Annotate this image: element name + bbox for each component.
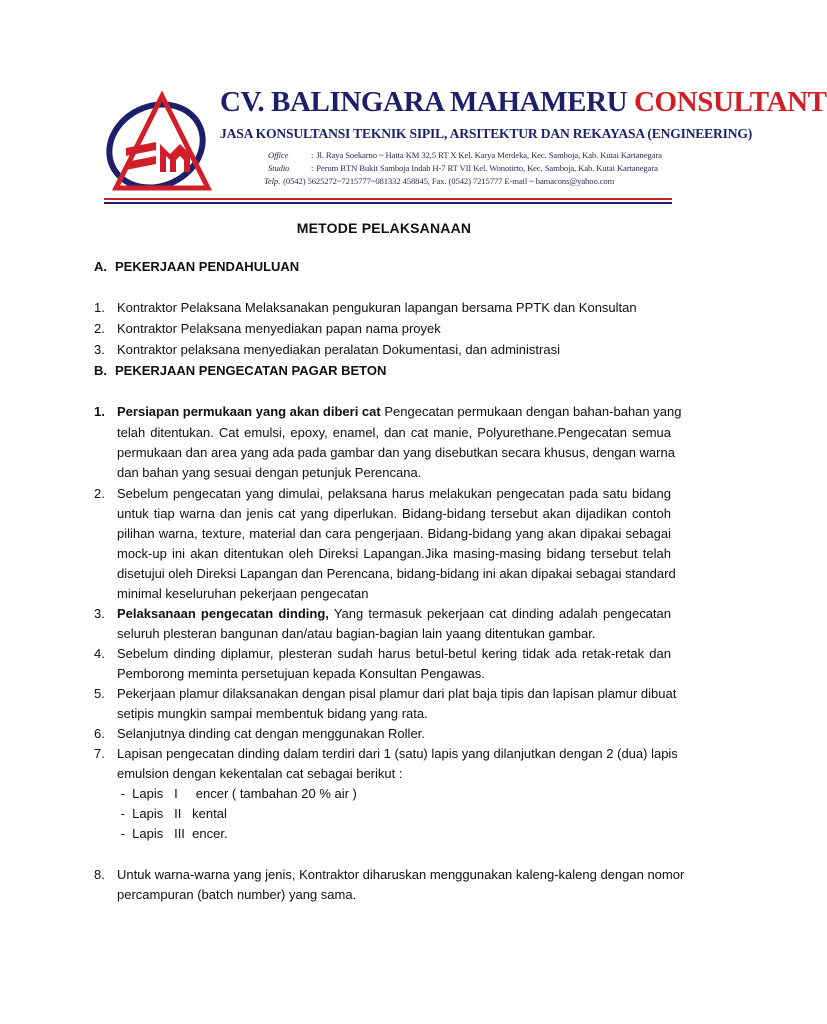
list-item: Kontraktor Pelaksana Melaksanakan pengukuran lapangan bersama PPTK dan Konsultan	[117, 300, 637, 315]
list-item-line: pilihan warna, texture, material dan cara pengerjaan. Bidang-bidang yang akan dipakai sebagai	[117, 526, 671, 541]
list-item-number: 1.	[94, 300, 105, 315]
list-item-number: 3.	[94, 606, 105, 621]
list-item-line	[117, 403, 682, 420]
company-name-part1: CV. BALINGARA MAHAMERU	[220, 86, 635, 118]
letterhead-divider-red	[104, 198, 672, 200]
list-item-number: 5.	[94, 686, 105, 701]
list-item-line: Selanjutnya dinding cat dengan menggunakan Roller.	[117, 726, 425, 741]
list-item-number: 2.	[94, 486, 105, 501]
letterhead-divider-navy	[104, 202, 672, 204]
list-item-line: percampuran (batch number) yang sama.	[117, 887, 357, 902]
studio-address: Studio : Perum BTN Bukit Samboja Indah H-7 RT VII Kel. Wonotirto, Kec. Samboja, Kab. Kutai Kartanegara	[268, 163, 658, 173]
list-item-line: seluruh plesteran bangunan dan/atau bagian-bagian lain yaang ditentukan gambar.	[117, 626, 596, 641]
office-label: Office	[268, 150, 289, 160]
list-item-number: 7.	[94, 746, 105, 761]
list-item-line: disetujui oleh Direksi Lapangan dan Perencana, bidang-bidang ini akan dipakai sebagai standard	[117, 566, 676, 581]
sub-list-item: - Lapis II kental	[117, 806, 227, 821]
list-item-line: Sebelum dinding diplamur, plesteran sudah harus betul-betul kering tidak ada retak-retak dan	[117, 646, 671, 661]
tel-label: Telp.	[264, 176, 281, 186]
studio-text: Perum BTN Bukit Samboja Indah H-7 RT VII Kel. Wonotirto, Kec. Samboja, Kab. Kutai Kartanegara	[316, 163, 658, 173]
list-item-line	[117, 605, 671, 622]
letterhead	[104, 86, 827, 208]
sub-list-item: - Lapis I encer ( tambahan 20 % air )	[117, 786, 357, 801]
list-item-number: 2.	[94, 321, 105, 336]
list-item-line: setipis mungkin sampai membentuk bidang yang rata.	[117, 706, 428, 721]
list-item-number: 6.	[94, 726, 105, 741]
studio-label: Studio	[268, 163, 290, 173]
list-item-number: 4.	[94, 646, 105, 661]
section-b-heading	[94, 362, 386, 379]
section-a-title: PEKERJAAN PENDAHULUAN	[115, 259, 300, 274]
list-item-line: untuk tiap warna dan jenis cat yang diperlukan. Bidang-bidang tersebut akan dijadikan contoh	[117, 506, 671, 521]
company-tagline: JASA KONSULTANSI TEKNIK SIPIL, ARSITEKTUR DAN REKAYASA (ENGINEERING)	[220, 126, 753, 141]
document-title: METODE PELAKSANAAN	[296, 220, 472, 236]
list-item: Kontraktor pelaksana menyediakan peralatan Dokumentasi, dan administrasi	[117, 342, 560, 357]
list-item-line: dan bahan yang sesuai dengan petunjuk Perencana.	[117, 465, 422, 480]
list-item-line: Pemborong meminta persetujuan kepada Konsultan Pengawas.	[117, 666, 485, 681]
item-lead-bold: Pelaksanaan pengecatan dinding,	[117, 606, 329, 621]
office-address: Office : Jl. Raya Soekarno ~ Hatta KM 32,5 RT X Kel. Karya Merdeka, Kec. Samboja, Kab. Kutai Kartanegara	[268, 150, 662, 160]
office-text: Jl. Raya Soekarno ~ Hatta KM 32,5 RT X Kel. Karya Merdeka, Kec. Samboja, Kab. Kutai Kartanegara	[316, 150, 662, 160]
list-item-number: 8.	[94, 867, 105, 882]
section-b-title: PEKERJAAN PENGECATAN PAGAR BETON	[115, 363, 387, 378]
item-text: Yang termasuk pekerjaan cat dinding adalah pengecatan	[333, 606, 672, 621]
sub-list-item: - Lapis III encer.	[117, 826, 228, 841]
section-a-heading	[94, 258, 299, 275]
telephone-line	[264, 176, 614, 186]
list-item-line: Sebelum pengecatan yang dimulai, pelaksana harus melakukan pengecatan pada satu bidang	[117, 486, 671, 501]
list-item-line: minimal keseluruhan pekerjaan pengecatan	[117, 586, 369, 601]
section-a-marker: A.	[94, 259, 107, 274]
list-item-line: telah ditentukan. Cat emulsi, epoxy, enamel, dan cat manie, Polyurethane.Pengecatan semua	[117, 425, 671, 440]
company-name-part2: CONSULTANT	[634, 86, 827, 118]
list-item: Kontraktor Pelaksana menyediakan papan nama proyek	[117, 321, 441, 336]
company-logo	[104, 88, 216, 196]
item-lead-bold: Persiapan permukaan yang akan diberi cat	[117, 404, 381, 419]
company-name	[220, 86, 827, 119]
list-item-line: permukaan dan area yang ada pada gambar dan yang disebutkan secara khusus, dengan warna	[117, 445, 675, 460]
list-item-number: 1.	[94, 404, 105, 419]
list-item-line: Lapisan pengecatan dinding dalam terdiri dari 1 (satu) lapis yang dilanjutkan dengan 2 (dua) lapis	[117, 746, 678, 761]
list-item-line: emulsion dengan kekentalan cat sebagai berikut :	[117, 766, 403, 781]
list-item-line: Untuk warna-warna yang jenis, Kontraktor diharuskan menggunakan kaleng-kaleng dengan nomor	[117, 867, 685, 882]
list-item-line: mock-up ini akan ditentukan oleh Direksi Lapangan.Jika masing-masing bidang tersebut telah	[117, 546, 671, 561]
item-text: Pengecatan permukaan dengan bahan-bahan yang	[384, 404, 682, 419]
list-item-number: 3.	[94, 342, 105, 357]
tel-text: (0542) 5625272~7215777~081332 458845, Fax. (0542) 7215777 E-mail ~ bamacons@yahoo.com	[283, 176, 615, 186]
section-b-marker: B.	[94, 363, 107, 378]
list-item-line: Pekerjaan plamur dilaksanakan dengan pisal plamur dari plat baja tipis dan lapisan plamur dibuat	[117, 686, 677, 701]
